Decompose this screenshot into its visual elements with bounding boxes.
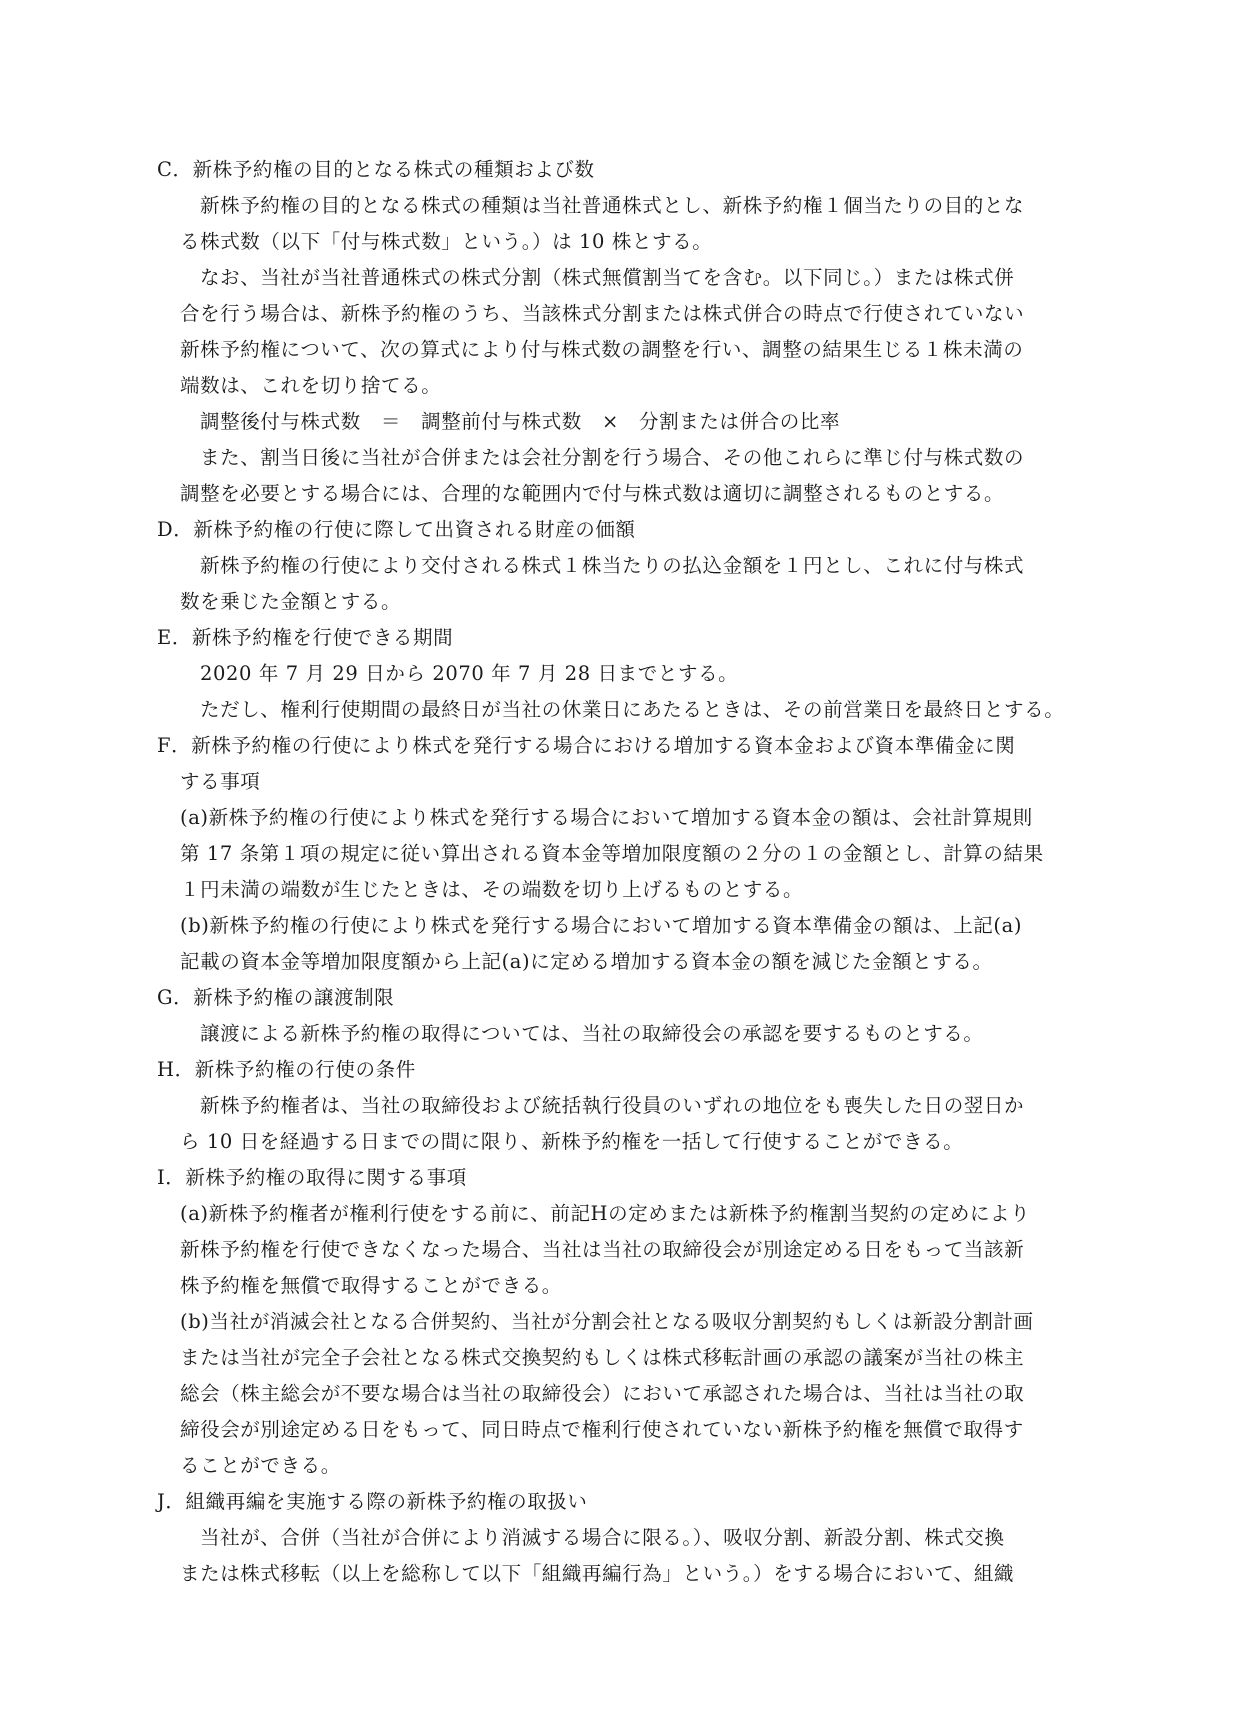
paragraph-line: 譲渡による新株予約権の取得については、当社の取締役会の承認を要するものとする。 bbox=[200, 1022, 984, 1045]
paragraph-line: 総会（株主総会が不要な場合は当社の取締役会）において承認された場合は、当社は当社の取 bbox=[180, 1382, 1025, 1405]
paragraph-line: 当社が、合併（当社が合併により消滅する場合に限る。）、吸収分割、新設分割、株式交換 bbox=[200, 1526, 1005, 1549]
section-heading-i: I．新株予約権の取得に関する事項 bbox=[157, 1166, 467, 1189]
paragraph-line: 新株予約権の目的となる株式の種類は当社普通株式とし、新株予約権１個当たりの目的とな bbox=[200, 194, 1025, 217]
paragraph-line: (b)当社が消滅会社となる合併契約、当社が分割会社となる吸収分割契約もしくは新設分割計画 bbox=[180, 1310, 1034, 1333]
paragraph-line: (a)新株予約権の行使により株式を発行する場合において増加する資本金の額は、会社計算規則 bbox=[180, 806, 1033, 829]
paragraph-line: ただし、権利行使期間の最終日が当社の休業日にあたるときは、その前営業日を最終日とする。 bbox=[200, 698, 1065, 721]
section-heading-f: F．新株予約権の行使により株式を発行する場合における増加する資本金および資本準備金に関 bbox=[157, 734, 1016, 757]
paragraph-line: 記載の資本金等増加限度額から上記(a)に定める増加する資本金の額を減じた金額とする。 bbox=[180, 950, 993, 973]
section-heading-g: G．新株予約権の譲渡制限 bbox=[157, 986, 395, 1009]
paragraph-line: る株式数（以下「付与株式数」という。）は 10 株とする。 bbox=[180, 230, 713, 253]
paragraph-line: (a)新株予約権者が権利行使をする前に、前記Hの定めまたは新株予約権割当契約の定めにより bbox=[180, 1202, 1031, 1225]
paragraph-line: する事項 bbox=[180, 770, 261, 793]
paragraph-line: (b)新株予約権の行使により株式を発行する場合において増加する資本準備金の額は、上記(a) bbox=[180, 914, 1023, 937]
formula-line: 調整後付与株式数 ＝ 調整前付与株式数 × 分割または併合の比率 bbox=[200, 410, 841, 433]
paragraph-line: 株予約権を無償で取得することができる。 bbox=[180, 1274, 562, 1297]
paragraph-line: または株式移転（以上を総称して以下「組織再編行為」という。）をする場合において、組織 bbox=[180, 1562, 1015, 1585]
paragraph-line: 新株予約権の行使により交付される株式１株当たりの払込金額を１円とし、これに付与株式 bbox=[200, 554, 1025, 577]
paragraph-line: 調整を必要とする場合には、合理的な範囲内で付与株式数は適切に調整されるものとする。 bbox=[180, 482, 1005, 505]
paragraph-line: または当社が完全子会社となる株式交換契約もしくは株式移転計画の承認の議案が当社の株主 bbox=[180, 1346, 1025, 1369]
paragraph-line: １円未満の端数が生じたときは、その端数を切り上げるものとする。 bbox=[180, 878, 804, 901]
paragraph-line: 数を乗じた金額とする。 bbox=[180, 590, 402, 613]
paragraph-line: 2020 年 7 月 29 日から 2070 年 7 月 28 日までとする。 bbox=[200, 662, 739, 685]
section-heading-d: D．新株予約権の行使に際して出資される財産の価額 bbox=[157, 518, 636, 541]
paragraph-line: 新株予約権者は、当社の取締役および統括執行役員のいずれの地位をも喪失した日の翌日か bbox=[200, 1094, 1025, 1117]
section-heading-h: H．新株予約権の行使の条件 bbox=[157, 1058, 416, 1081]
paragraph-line: 新株予約権を行使できなくなった場合、当社は当社の取締役会が別途定める日をもって当該新 bbox=[180, 1238, 1025, 1261]
paragraph-line: 第 17 条第１項の規定に従い算出される資本金等増加限度額の２分の１の金額とし、計算の結果 bbox=[180, 842, 1044, 865]
section-heading-e: E．新株予約権を行使できる期間 bbox=[157, 626, 454, 649]
paragraph-line: 合を行う場合は、新株予約権のうち、当該株式分割または株式併合の時点で行使されていない bbox=[180, 302, 1025, 325]
paragraph-line: ら 10 日を経過する日までの間に限り、新株予約権を一括して行使することができる。 bbox=[180, 1130, 964, 1153]
paragraph-line: また、割当日後に当社が合併または会社分割を行う場合、その他これらに準じ付与株式数の bbox=[200, 446, 1025, 469]
section-heading-c: C．新株予約権の目的となる株式の種類および数 bbox=[157, 158, 595, 181]
section-heading-j: J．組織再編を実施する際の新株予約権の取扱い bbox=[157, 1490, 588, 1513]
paragraph-line: なお、当社が当社普通株式の株式分割（株式無償割当てを含む。以下同じ。）または株式併 bbox=[200, 266, 1015, 289]
paragraph-line: 新株予約権について、次の算式により付与株式数の調整を行い、調整の結果生じる１株未満の bbox=[180, 338, 1024, 361]
paragraph-line: ることができる。 bbox=[180, 1454, 341, 1477]
paragraph-line: 締役会が別途定める日をもって、同日時点で権利行使されていない新株予約権を無償で取得す bbox=[180, 1418, 1024, 1441]
paragraph-line: 端数は、これを切り捨てる。 bbox=[180, 374, 442, 397]
